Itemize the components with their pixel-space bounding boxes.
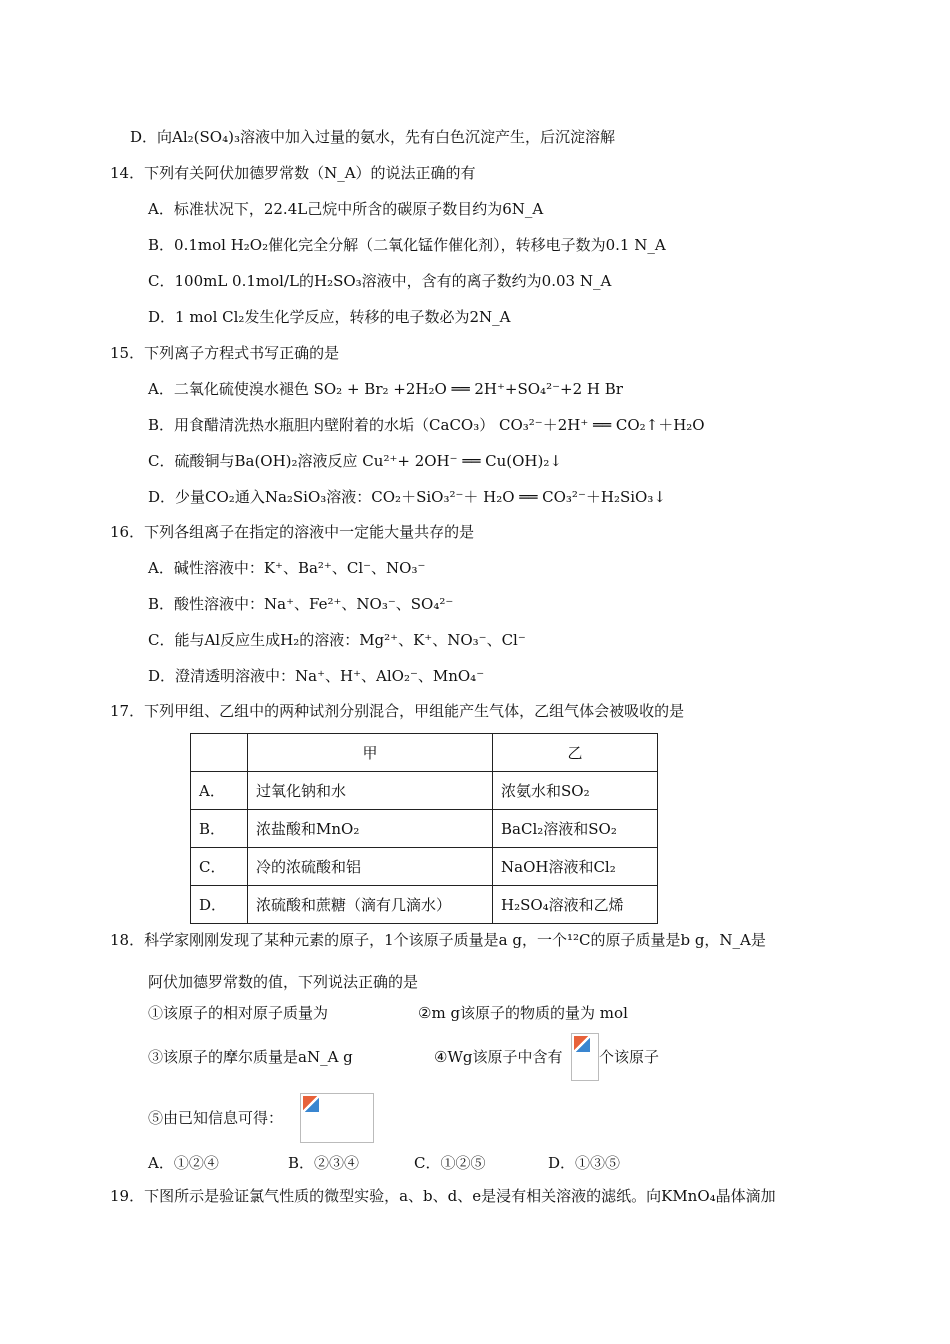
q18-stem-line1: 18．科学家刚刚发现了某种元素的原子，1个该原子质量是a g，一个¹²C的原子质量是b g，N_A是 xyxy=(110,931,766,949)
table-cell: H₂SO₄溶液和乙烯 xyxy=(493,886,658,924)
q15-option-d: D．少量CO₂通入Na₂SiO₃溶液：CO₂＋SiO₃²⁻＋ H₂O ══ CO₃²⁻＋H₂SiO₃↓ xyxy=(148,488,666,506)
table-header-row xyxy=(191,734,658,772)
q18-choice-b: B．②③④ xyxy=(288,1154,360,1172)
table-row xyxy=(191,886,658,924)
q18-statement-3: ③该原子的摩尔质量是aN_A g xyxy=(148,1048,353,1066)
table-cell: 浓氨水和SO₂ xyxy=(493,772,658,810)
q16-option-d: D．澄清透明溶液中：Na⁺、H⁺、AlO₂⁻、MnO₄⁻ xyxy=(148,667,485,685)
q18-stem-line2: 阿伏加德罗常数的值，下列说法正确的是 xyxy=(148,973,419,991)
q18-choice-a: A．①②④ xyxy=(148,1154,219,1172)
table-cell: 冷的浓硫酸和铝 xyxy=(248,848,493,886)
table-cell: D． xyxy=(191,886,248,924)
table-row xyxy=(191,848,658,886)
table-cell: C． xyxy=(191,848,248,886)
q18-statement-1: ①该原子的相对原子质量为 xyxy=(148,1004,329,1022)
table-row xyxy=(191,810,658,848)
table-cell: B． xyxy=(191,810,248,848)
q18-statement-4-suffix: 个该原子 xyxy=(599,1048,660,1066)
q18-statement-2: ②m g该原子的物质的量为 mol xyxy=(418,1004,628,1022)
q16-stem: 16．下列各组离子在指定的溶液中一定能大量共存的是 xyxy=(110,523,475,541)
q14-stem: 14．下列有关阿伏加德罗常数（N_A）的说法正确的有 xyxy=(110,164,476,182)
table-cell: 过氧化钠和水 xyxy=(248,772,493,810)
q13-option-d: D．向Al₂(SO₄)₃溶液中加入过量的氨水，先有白色沉淀产生，后沉淀溶解 xyxy=(130,128,615,146)
table-cell: 浓硫酸和蔗糖（滴有几滴水） xyxy=(248,886,493,924)
formula-image-icon xyxy=(300,1093,374,1143)
q14-option-c: C．100mL 0.1mol/L的H₂SO₃溶液中，含有的离子数约为0.03 N_A xyxy=(148,272,612,290)
q16-option-a: A．碱性溶液中：K⁺、Ba²⁺、Cl⁻、NO₃⁻ xyxy=(148,559,426,577)
q17-stem: 17．下列甲组、乙组中的两种试剂分别混合，甲组能产生气体，乙组气体会被吸收的是 xyxy=(110,702,685,720)
q15-option-b: B．用食醋清洗热水瓶胆内壁附着的水垢（CaCO₃） CO₃²⁻＋2H⁺ ══ CO₂↑＋H₂O xyxy=(148,416,705,434)
q16-option-c: C．能与Al反应生成H₂的溶液：Mg²⁺、K⁺、NO₃⁻、Cl⁻ xyxy=(148,631,526,649)
q14-option-b: B．0.1mol H₂O₂催化完全分解（二氧化锰作催化剂），转移电子数为0.1 N_A xyxy=(148,236,666,254)
q19-stem: 19．下图所示是验证氯气性质的微型实验，a、b、d、e是浸有相关溶液的滤纸。向KMnO₄晶体滴加 xyxy=(110,1187,776,1205)
formula-image-icon xyxy=(571,1033,599,1081)
table-row xyxy=(191,772,658,810)
q18-statement-5: ⑤由已知信息可得： xyxy=(148,1109,284,1127)
q18-choice-c: C．①②⑤ xyxy=(414,1154,486,1172)
table-header-cell: 乙 xyxy=(493,734,658,772)
q18-statement-4-prefix: ④Wg该原子中含有 xyxy=(434,1048,563,1066)
q17-table xyxy=(190,733,658,924)
table-header-cell: 甲 xyxy=(248,734,493,772)
q15-option-c: C．硫酸铜与Ba(OH)₂溶液反应 Cu²⁺+ 2OH⁻ ══ Cu(OH)₂↓ xyxy=(148,452,562,470)
q15-option-a: A．二氧化硫使溴水褪色 SO₂ + Br₂ +2H₂O ══ 2H⁺+SO₄²⁻+2 H Br xyxy=(148,380,623,398)
q18-choice-d: D．①③⑤ xyxy=(548,1154,621,1172)
q15-stem: 15．下列离子方程式书写正确的是 xyxy=(110,344,340,362)
table-cell: NaOH溶液和Cl₂ xyxy=(493,848,658,886)
table-cell: A． xyxy=(191,772,248,810)
q14-option-a: A．标准状况下，22.4L己烷中所含的碳原子数目约为6N_A xyxy=(148,200,544,218)
q14-option-d: D．1 mol Cl₂发生化学反应，转移的电子数必为2N_A xyxy=(148,308,511,326)
table-header-cell xyxy=(191,734,248,772)
q16-option-b: B．酸性溶液中：Na⁺、Fe²⁺、NO₃⁻、SO₄²⁻ xyxy=(148,595,454,613)
table-cell: BaCl₂溶液和SO₂ xyxy=(493,810,658,848)
table-cell: 浓盐酸和MnO₂ xyxy=(248,810,493,848)
